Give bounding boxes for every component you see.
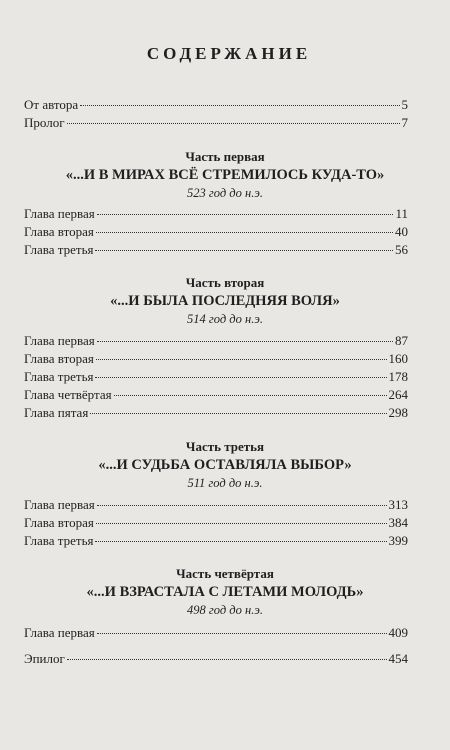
toc-entry bbox=[24, 625, 408, 641]
entry-page: 384 bbox=[388, 515, 408, 530]
entry-page: 7 bbox=[401, 115, 408, 130]
part-2-year: 514 год до н.э. bbox=[187, 312, 263, 326]
dot-leader bbox=[97, 214, 394, 215]
entry-page: 11 bbox=[395, 206, 408, 221]
entry-page: 87 bbox=[395, 333, 408, 348]
entry-label: Глава первая bbox=[24, 625, 95, 640]
entry-page: 40 bbox=[395, 224, 408, 239]
part-1-title: «...И В МИРАХ ВСЁ СТРЕМИЛОСЬ КУДА-ТО» bbox=[65, 167, 385, 183]
entry-page: 298 bbox=[388, 405, 408, 420]
dot-leader bbox=[114, 395, 387, 396]
part-3-year: 511 год до н.э. bbox=[187, 476, 263, 490]
dot-leader bbox=[96, 359, 387, 360]
entry-label: Эпилог bbox=[24, 651, 65, 666]
entry-label: Глава вторая bbox=[24, 224, 94, 239]
part-1-year: 523 год до н.э. bbox=[187, 186, 263, 200]
toc-entry bbox=[24, 224, 408, 240]
entry-label: Глава первая bbox=[24, 333, 95, 348]
entry-label: Глава первая bbox=[24, 497, 95, 512]
part-2-title: «...И БЫЛА ПОСЛЕДНЯЯ ВОЛЯ» bbox=[110, 293, 340, 309]
dot-leader bbox=[67, 659, 387, 660]
toc-entry bbox=[24, 351, 408, 367]
entry-page: 178 bbox=[388, 369, 408, 384]
entry-label: Глава пятая bbox=[24, 405, 89, 420]
toc-entry-prologue bbox=[24, 115, 408, 131]
entry-page: 313 bbox=[388, 497, 408, 512]
toc-entry-epilogue bbox=[24, 651, 408, 667]
toc-entry bbox=[24, 369, 408, 385]
dot-leader bbox=[95, 250, 393, 251]
entry-page: 5 bbox=[401, 97, 408, 112]
page-title: СОДЕРЖАНИЕ bbox=[146, 44, 312, 63]
dot-leader bbox=[97, 505, 387, 506]
dot-leader bbox=[97, 341, 393, 342]
dot-leader bbox=[67, 123, 400, 124]
entry-page: 409 bbox=[388, 625, 408, 640]
entry-page: 160 bbox=[388, 351, 408, 366]
toc-entry bbox=[24, 206, 408, 222]
toc-entry bbox=[24, 497, 408, 513]
dot-leader bbox=[96, 523, 387, 524]
toc-entry bbox=[24, 405, 408, 421]
entry-label: Глава третья bbox=[24, 533, 94, 548]
part-4-label: Часть четвёртая bbox=[176, 566, 274, 581]
entry-label: Глава третья bbox=[24, 242, 94, 257]
part-2-label: Часть вторая bbox=[185, 275, 265, 290]
toc-entry-from-author bbox=[24, 97, 408, 113]
toc-entry bbox=[24, 533, 408, 549]
entry-label: От автора bbox=[24, 97, 79, 112]
toc-entry bbox=[24, 242, 408, 258]
entry-page: 264 bbox=[388, 387, 408, 402]
dot-leader bbox=[97, 633, 387, 634]
part-4-title: «...И ВЗРАСТАЛА С ЛЕТАМИ МОЛОДЬ» bbox=[86, 584, 364, 600]
entry-page: 56 bbox=[395, 242, 408, 257]
part-4-year: 498 год до н.э. bbox=[187, 603, 263, 617]
dot-leader bbox=[80, 105, 399, 106]
dot-leader bbox=[90, 413, 386, 414]
part-1-label: Часть первая bbox=[185, 149, 265, 164]
dot-leader bbox=[96, 232, 393, 233]
entry-label: Глава вторая bbox=[24, 351, 94, 366]
part-3-label: Часть третья bbox=[185, 439, 265, 454]
toc-entry bbox=[24, 387, 408, 403]
entry-label: Глава первая bbox=[24, 206, 95, 221]
dot-leader bbox=[95, 541, 386, 542]
entry-page: 399 bbox=[388, 533, 408, 548]
entry-label: Глава вторая bbox=[24, 515, 94, 530]
part-3-title: «...И СУДЬБА ОСТАВЛЯЛА ВЫБОР» bbox=[98, 457, 352, 473]
entry-label: Глава третья bbox=[24, 369, 94, 384]
dot-leader bbox=[95, 377, 386, 378]
entry-label: Пролог bbox=[24, 115, 65, 130]
entry-page: 454 bbox=[388, 651, 408, 666]
toc-entry bbox=[24, 333, 408, 349]
toc-entry bbox=[24, 515, 408, 531]
entry-label: Глава четвёртая bbox=[24, 387, 112, 402]
